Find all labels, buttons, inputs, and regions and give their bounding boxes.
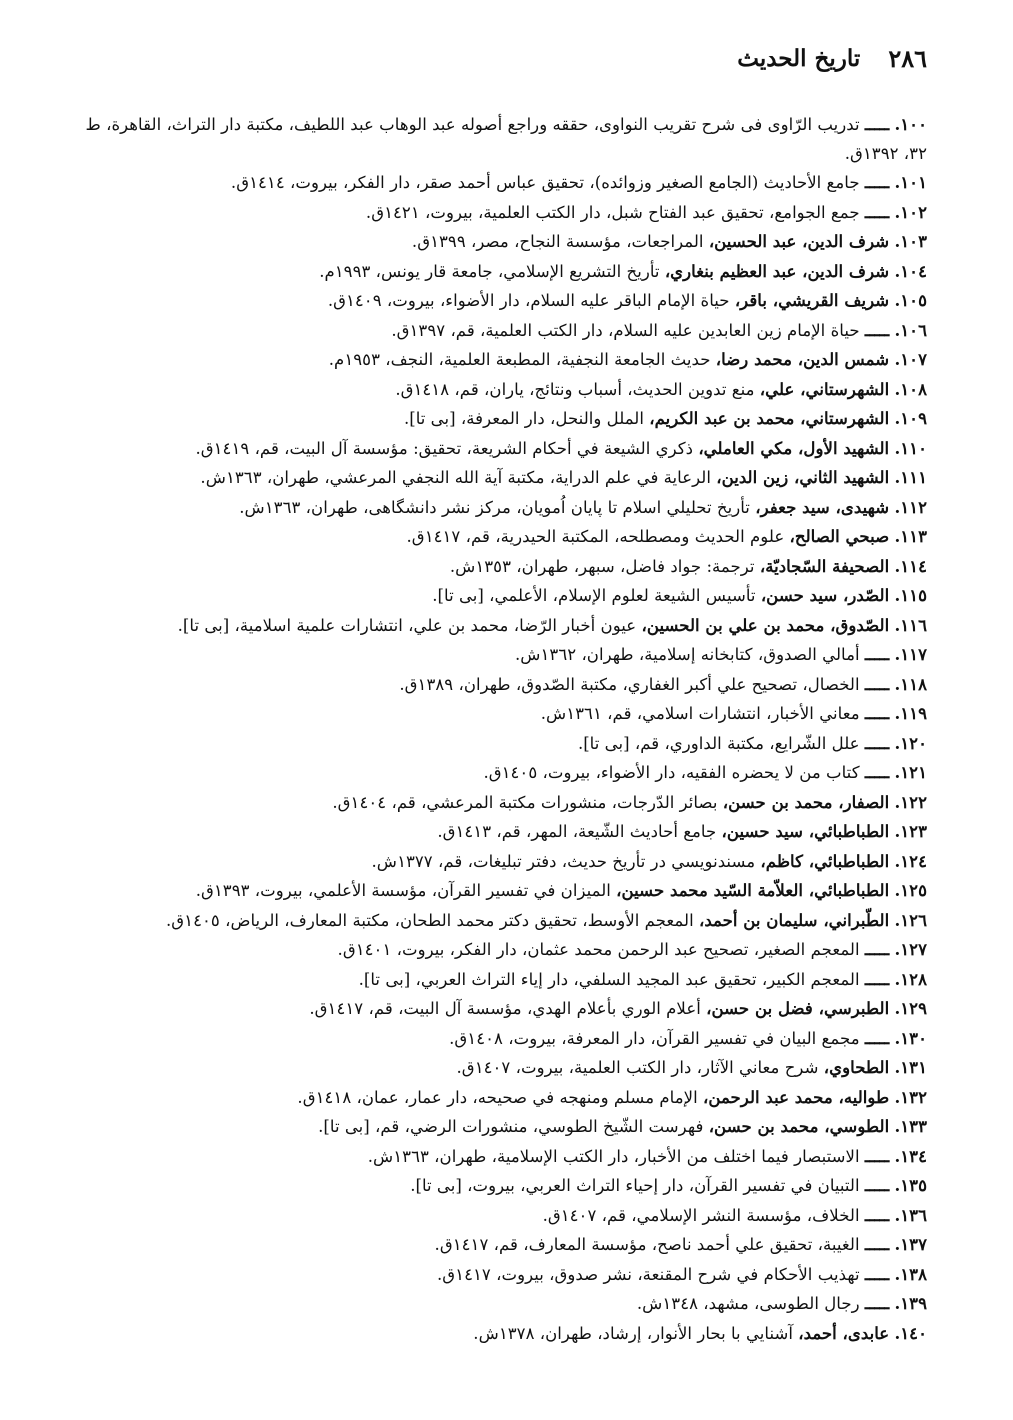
entry-text: الإمام مسلم ومنهجه في صحيحه، دار عمار، عمان، ١٤١٨ق. bbox=[297, 1087, 698, 1107]
entry-number: ١٣٧. bbox=[894, 1234, 927, 1254]
bibliography-list bbox=[77, 110, 927, 1348]
entry-number: ١٣٠. bbox=[894, 1027, 927, 1048]
bibliography-entry bbox=[77, 404, 927, 434]
bibliography-entry bbox=[77, 463, 927, 493]
entry-text: الملل والنحل، دار المعرفة، [بى تا]. bbox=[403, 409, 644, 428]
bibliography-entry bbox=[77, 876, 927, 906]
entry-number: ١٠٥. bbox=[894, 290, 927, 310]
entry-number: ١١٩. bbox=[894, 703, 927, 723]
entry-text: شرح معاني الآثار، دار الكتب العلمية، بيروت، ١٤٠٧ق. bbox=[456, 1058, 819, 1077]
entry-text: علوم الحديث ومصطلحه، المكتبة الحيدرية، قم، ١٤١٧ق. bbox=[406, 527, 785, 546]
entry-text: جامع الأحاديث (الجامع الصغير وزوائده)، تحقيق عباس أحمد صقر، دار الفكر، بيروت، ١٤١٤ق. bbox=[230, 173, 860, 192]
entry-author: ـــــ bbox=[864, 939, 890, 959]
entry-text: مجمع البيان في تفسير القرآن، دار المعرفة، بيروت، ١٤٠٨ق. bbox=[449, 1028, 860, 1048]
entry-author: ـــــ bbox=[864, 762, 890, 782]
entry-text: عيون أخبار الرّضا، محمد بن علي، انتشارات علمية اسلامية، [بى تا]. bbox=[177, 615, 637, 635]
entry-author: الطوسي، محمد بن حسن، bbox=[708, 1116, 890, 1136]
bibliography-entry bbox=[77, 552, 927, 582]
entry-number: ١٢٠. bbox=[894, 732, 927, 753]
entry-text: تدريب الرّاوى فى شرح تقريب النواوى، حققه وراجع أصوله عبد الوهاب عبد اللطيف، مكتبة دار التراث، القاهرة، ط ٣٢، ١٣٩٢ق. bbox=[85, 115, 927, 163]
page-header bbox=[86, 40, 927, 76]
bibliography-entry bbox=[77, 1024, 927, 1054]
bibliography-entry bbox=[77, 1083, 927, 1113]
entry-author: ـــــ bbox=[864, 1293, 890, 1313]
entry-text: بصائر الدّرجات، منشورات مكتبة المرعشي، قم، ١٤٠٤ق. bbox=[332, 792, 718, 812]
bibliography-entry bbox=[77, 906, 927, 936]
bibliography-entry bbox=[77, 1289, 927, 1319]
bibliography-entry bbox=[77, 316, 927, 346]
entry-number: ١٠٤. bbox=[894, 260, 927, 281]
bibliography-entry bbox=[77, 847, 927, 877]
entry-text: حياة الإمام الباقر عليه السلام، دار الأضواء، بيروت، ١٤٠٩ق. bbox=[327, 291, 730, 310]
entry-number: ١١٤. bbox=[894, 555, 927, 576]
entry-number: ١١٨. bbox=[894, 673, 927, 694]
entry-number: ١٠٨. bbox=[894, 378, 927, 399]
entry-number: ١٢٦. bbox=[894, 909, 927, 930]
entry-text: تأسيس الشيعة لعلوم الإسلام، الأعلمي، [بى تا]. bbox=[432, 586, 756, 605]
entry-number: ١٢٧. bbox=[894, 939, 927, 959]
entry-author: الشهيد الأول، مكي العاملي، bbox=[698, 437, 890, 458]
entry-number: ١١٣. bbox=[894, 526, 927, 546]
entry-author: ـــــ bbox=[864, 644, 890, 664]
entry-text: حياة الإمام زين العابدين عليه السلام، دار الكتب العلمية، قم، ١٣٩٧ق. bbox=[391, 320, 860, 340]
entry-number: ١٠٠. bbox=[894, 114, 927, 134]
entry-text: أمالي الصدوق، كتابخانه إسلامية، طهران، ١٣٦٢ش. bbox=[514, 645, 860, 664]
entry-number: ١١٠. bbox=[894, 437, 927, 458]
bibliography-entry bbox=[77, 110, 927, 168]
entry-author: الطباطبائي، العلاّمة السّيد محمد حسين، bbox=[616, 880, 890, 900]
entry-author: ـــــ bbox=[864, 968, 890, 989]
entry-author: الطباطبائي، سيد حسين، bbox=[721, 821, 890, 841]
entry-text: ترجمة: جواد فاضل، سبهر، طهران، ١٣٥٣ش. bbox=[449, 556, 755, 576]
entry-text: تهذيب الأحكام في شرح المقنعة، نشر صدوق، بيروت، ١٤١٧ق. bbox=[437, 1264, 860, 1284]
entry-number: ١٣٦. bbox=[894, 1204, 927, 1225]
bibliography-entry bbox=[77, 994, 927, 1024]
bibliography-entry bbox=[77, 1142, 927, 1172]
entry-author: ـــــ bbox=[864, 114, 890, 134]
entry-number: ١٠١. bbox=[894, 172, 927, 192]
bibliography-entry bbox=[77, 788, 927, 818]
entry-text: أعلام الوري بأعلام الهدي، مؤسسة آل البيت، قم، ١٤١٧ق. bbox=[309, 999, 701, 1018]
entry-number: ١٠٩. bbox=[894, 408, 927, 428]
bibliography-entry bbox=[77, 375, 927, 405]
entry-author: عابدى، أحمد، bbox=[798, 1322, 890, 1343]
entry-author: الصّدوق، محمد بن علي بن الحسين، bbox=[641, 614, 890, 635]
entry-number: ١٣٥. bbox=[894, 1175, 927, 1195]
entry-number: ١١٦. bbox=[894, 614, 927, 635]
entry-author: الطحاوي، bbox=[823, 1057, 890, 1077]
bibliography-entry bbox=[77, 670, 927, 700]
entry-author: ـــــ bbox=[864, 201, 890, 222]
entry-number: ١٢١. bbox=[894, 762, 927, 782]
running-title: تاريخ الحديث bbox=[737, 44, 861, 72]
entry-author: ـــــ bbox=[864, 1145, 890, 1166]
entry-number: ١٣٣. bbox=[894, 1116, 927, 1136]
entry-author: الصفار، محمد بن حسن، bbox=[722, 791, 890, 812]
page-number: ٢٨٦ bbox=[888, 43, 927, 73]
bibliography-entry bbox=[77, 611, 927, 641]
entry-number: ١٤٠. bbox=[894, 1322, 927, 1343]
bibliography-entry bbox=[77, 817, 927, 847]
entry-number: ١٠٦. bbox=[894, 319, 927, 340]
bibliography-entry bbox=[77, 640, 927, 670]
entry-text: الخصال، تصحيح علي أكبر الغفاري، مكتبة الصّدوق، طهران، ١٣٨٩ق. bbox=[399, 674, 860, 694]
entry-number: ١٢٢. bbox=[894, 791, 927, 812]
entry-text: ذكري الشيعة في أحكام الشريعة، تحقيق: مؤسسة آل البيت، قم، ١٤١٩ق. bbox=[195, 438, 694, 458]
entry-text: آشنايي با بحار الأنوار، إرشاد، طهران، ١٣٧٨ش. bbox=[473, 1323, 793, 1343]
entry-author: شمس الدين، محمد رضا، bbox=[715, 349, 890, 369]
entry-author: ـــــ bbox=[864, 732, 890, 753]
entry-text: جامع أحاديث الشّيعة، المهر، قم، ١٤١٣ق. bbox=[437, 822, 717, 841]
entry-author: طواليه، محمد عبد الرحمن، bbox=[702, 1086, 890, 1107]
entry-text: رجال الطوسى، مشهد، ١٣٤٨ش. bbox=[636, 1294, 860, 1313]
bibliography-entry bbox=[77, 1260, 927, 1290]
entry-author: الشهرستاني، محمد بن عبد الكريم، bbox=[649, 408, 890, 428]
entry-author: الشهيد الثاني، زين الدين، bbox=[716, 467, 890, 487]
entry-text: المعجم الأوسط، تحقيق دكتر محمد الطحان، مكتبة المعارف، الرياض، ١٤٠٥ق. bbox=[166, 910, 694, 930]
bibliography-entry bbox=[77, 758, 927, 788]
entry-author: ـــــ bbox=[864, 703, 890, 723]
entry-author: صبحي الصالح، bbox=[789, 526, 890, 546]
entry-number: ١٠٢. bbox=[894, 201, 927, 222]
entry-text: جمع الجوامع، تحقيق عبد الفتاح شبل، دار الكتب العلمية، بيروت، ١٤٢١ق. bbox=[365, 202, 860, 222]
entry-number: ١٣٤. bbox=[894, 1145, 927, 1166]
entry-number: ١٢٥. bbox=[894, 880, 927, 900]
entry-author: ـــــ bbox=[864, 319, 890, 340]
entry-author: الطّبراني، سليمان بن أحمد، bbox=[698, 909, 890, 930]
entry-number: ١٠٣. bbox=[894, 231, 927, 251]
entry-text: الخلاف، مؤسسة النشر الإسلامي، قم، ١٤٠٧ق. bbox=[542, 1205, 860, 1225]
entry-number: ١١٥. bbox=[894, 585, 927, 605]
entry-author: ـــــ bbox=[864, 1175, 890, 1195]
entry-number: ١٠٧. bbox=[894, 349, 927, 369]
entry-text: التبيان في تفسير القرآن، دار إحياء التراث العربي، بيروت، [بى تا]. bbox=[410, 1176, 860, 1195]
entry-number: ١٢٤. bbox=[894, 850, 927, 871]
bibliography-entry bbox=[77, 581, 927, 611]
entry-text: الرعاية في علم الدراية، مكتبة آية الله النجفي المرعشي، طهران، ١٣٦٣ش. bbox=[200, 468, 711, 487]
bibliography-entry bbox=[77, 1230, 927, 1260]
entry-author: ـــــ bbox=[864, 1027, 890, 1048]
entry-number: ١٢٣. bbox=[894, 821, 927, 841]
entry-author: شرف الدين، عبد الحسين، bbox=[708, 231, 890, 251]
entry-text: مسندنويسي در تأريخ حديث، دفتر تبليغات، قم، ١٣٧٧ش. bbox=[371, 851, 756, 871]
entry-text: المعجم الكبير، تحقيق عبد المجيد السلفي، دار إياء التراث العربي، [بى تا]. bbox=[358, 969, 860, 989]
bibliography-entry bbox=[77, 1171, 927, 1201]
entry-author: الشهرستاني، علي، bbox=[759, 378, 890, 399]
entry-text: تأريخ تحليلي اسلام تا پايان اُمويان، مركز نشر دانشگاهى، طهران، ١٣٦٣ش. bbox=[239, 497, 750, 517]
entry-number: ١٢٨. bbox=[894, 968, 927, 989]
entry-text: المراجعات، مؤسسة النجاح، مصر، ١٣٩٩ق. bbox=[411, 232, 704, 251]
entry-author: شريف القريشي، باقر، bbox=[734, 290, 890, 310]
entry-author: ـــــ bbox=[864, 1263, 890, 1284]
entry-text: حديث الجامعة النجفية، المطبعة العلمية، النجف، ١٩٥٣م. bbox=[328, 350, 711, 369]
entry-author: شرف الدين، عبد العظيم بنغاري، bbox=[664, 260, 890, 281]
bibliography-entry bbox=[77, 227, 927, 257]
entry-author: الصحيفة السّجاديّة، bbox=[759, 555, 890, 576]
entry-number: ١٢٩. bbox=[894, 998, 927, 1018]
bibliography-entry bbox=[77, 1319, 927, 1349]
bibliography-entry bbox=[77, 965, 927, 995]
entry-text: فهرست الشّيخ الطوسي، منشورات الرضي، قم، [بى تا]. bbox=[318, 1117, 704, 1136]
entry-text: الميزان في تفسير القرآن، مؤسسة الأعلمي، بيروت، ١٣٩٣ق. bbox=[195, 881, 611, 900]
entry-number: ١١١. bbox=[894, 467, 927, 487]
entry-text: كتاب من لا يحضره الفقيه، دار الأضواء، بيروت، ١٤٠٥ق. bbox=[483, 763, 860, 782]
entry-text: الاستبصار فيما اختلف من الأخبار، دار الكتب الإسلامية، طهران، ١٣٦٣ش. bbox=[367, 1146, 860, 1166]
entry-text: الغيبة، تحقيق علي أحمد ناصح، مؤسسة المعارف، قم، ١٤١٧ق. bbox=[434, 1235, 860, 1254]
entry-author: شهيدى، سيد جعفر، bbox=[755, 496, 890, 517]
bibliography-entry bbox=[77, 198, 927, 228]
entry-number: ١٣١. bbox=[894, 1057, 927, 1077]
bibliography-entry bbox=[77, 935, 927, 965]
entry-number: ١٣٩. bbox=[894, 1293, 927, 1313]
entry-author: ـــــ bbox=[864, 1204, 890, 1225]
entry-author: الطباطبائي، كاظم، bbox=[760, 850, 890, 871]
entry-text: منع تدوين الحديث، أسباب ونتائج، ياران، قم، ١٤١٨ق. bbox=[395, 379, 755, 399]
bibliography-entry bbox=[77, 1201, 927, 1231]
bibliography-entry bbox=[77, 699, 927, 729]
bibliography-entry bbox=[77, 1112, 927, 1142]
entry-number: ١٣٢. bbox=[894, 1086, 927, 1107]
bibliography-entry bbox=[77, 168, 927, 198]
entry-text: تأريخ التشريع الإسلامي، جامعة قار يونس، ١٩٩٣م. bbox=[319, 261, 660, 281]
entry-author: ـــــ bbox=[864, 1234, 890, 1254]
bibliography-entry bbox=[77, 257, 927, 287]
bibliography-entry bbox=[77, 345, 927, 375]
entry-number: ١٣٨. bbox=[894, 1263, 927, 1284]
entry-text: معاني الأخبار، انتشارات اسلامي، قم، ١٣٦١ش. bbox=[540, 704, 860, 723]
entry-text: علل الشّرايع، مكتبة الداوري، قم، [بى تا]. bbox=[577, 733, 860, 753]
bibliography-entry bbox=[77, 493, 927, 523]
entry-number: ١١٢. bbox=[894, 496, 927, 517]
entry-number: ١١٧. bbox=[894, 644, 927, 664]
bibliography-entry bbox=[77, 1053, 927, 1083]
entry-author: الطبرسي، فضل بن حسن، bbox=[706, 998, 890, 1018]
bibliography-entry bbox=[77, 729, 927, 759]
entry-author: ـــــ bbox=[864, 673, 890, 694]
bibliography-entry bbox=[77, 522, 927, 552]
entry-text: المعجم الصغير، تصحيح عبد الرحمن محمد عثمان، دار الفكر، بيروت، ١٤٠١ق. bbox=[337, 940, 860, 959]
bibliography-entry bbox=[77, 434, 927, 464]
entry-author: ـــــ bbox=[864, 172, 890, 192]
entry-author: الصّدر، سيد حسن، bbox=[760, 585, 890, 605]
bibliography-entry bbox=[77, 286, 927, 316]
